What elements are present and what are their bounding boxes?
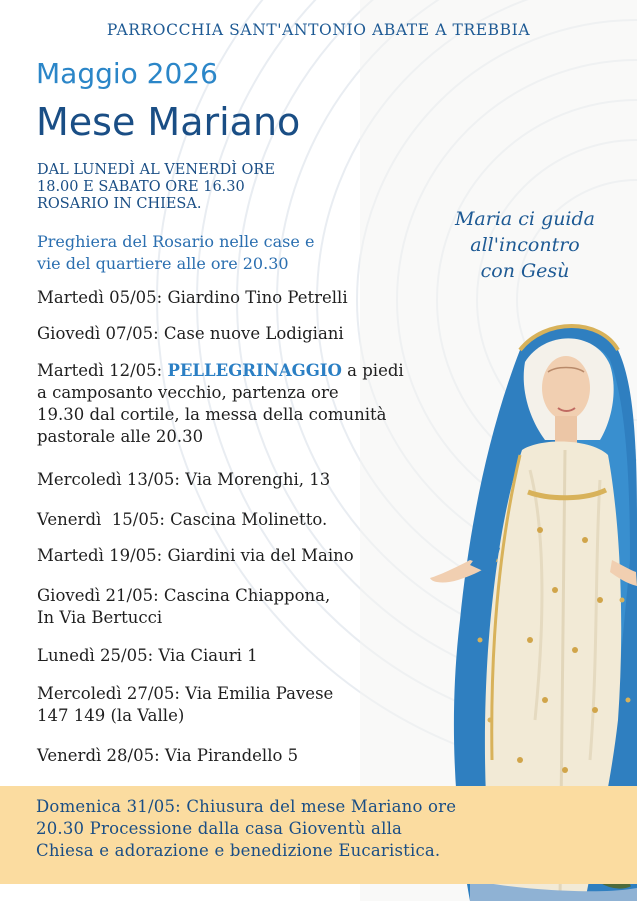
- pilgrimage-highlight: PELLEGRINAGGIO: [167, 361, 342, 380]
- prayer-line: Preghiera del Rosario nelle case e: [37, 232, 315, 251]
- footer-line: 20.30 Processione dalla casa Gioventù alla: [36, 819, 403, 838]
- schedule-line: Venerdì 28/05: Via Pirandello 5: [37, 746, 299, 765]
- schedule-item: [37, 545, 487, 567]
- schedule-item: [37, 683, 487, 727]
- footer-line: Chiesa e adorazione e benedizione Eucaristica.: [36, 841, 441, 860]
- schedule-item: [37, 469, 487, 491]
- prayer-line: vie del quartiere alle ore 20.30: [37, 254, 289, 273]
- parish-name: PARROCCHIA SANT'ANTONIO ABATE A TREBBIA: [106, 21, 531, 39]
- intro-line: 18.00 E SABATO ORE 16.30: [37, 179, 245, 195]
- schedule-item: [37, 323, 487, 345]
- month-heading: Maggio 2026: [36, 57, 218, 90]
- intro-line: ROSARIO IN CHIESA.: [37, 196, 202, 212]
- schedule-line: a camposanto vecchio, partenza ore: [37, 383, 339, 402]
- schedule-item: [37, 509, 487, 531]
- schedule-line: Martedì 05/05: Giardino Tino Petrelli: [37, 288, 348, 307]
- schedule-line: Giovedì 21/05: Cascina Chiappona,: [37, 586, 331, 605]
- schedule-line: Giovedì 07/05: Case nuove Lodigiani: [37, 324, 344, 343]
- schedule-item: [37, 745, 487, 767]
- schedule-line: Mercoledì 27/05: Via Emilia Pavese: [37, 684, 334, 703]
- intro-line: DAL LUNEDÌ AL VENERDÌ ORE: [37, 162, 275, 178]
- schedule-line: Mercoledì 13/05: Via Morenghi, 13: [37, 470, 331, 489]
- schedule-line: pastorale alle 20.30: [37, 427, 204, 446]
- schedule-text: a piedi: [341, 361, 404, 380]
- closing-event-text: [36, 796, 596, 862]
- rosary-prayer-subtitle: [37, 231, 407, 275]
- schedule-item: [37, 287, 487, 309]
- schedule-item: [37, 645, 487, 667]
- schedule-line: In Via Bertucci: [37, 608, 163, 627]
- schedule-line: Martedì 19/05: Giardini via del Maino: [37, 546, 354, 565]
- marian-quote: [425, 206, 625, 284]
- closing-event-banner: [0, 786, 637, 884]
- schedule-date: Martedì 12/05:: [37, 361, 168, 380]
- schedule-item: [37, 585, 487, 629]
- footer-line: Domenica 31/05: Chiusura del mese Mariano ore: [36, 797, 457, 816]
- schedule-item-pilgrimage: [37, 360, 487, 448]
- quote-line: Maria ci guida: [454, 208, 596, 230]
- schedule-line: 19.30 dal cortile, la messa della comunità: [37, 405, 387, 424]
- schedule-line: Venerdì 15/05: Cascina Molinetto.: [37, 510, 328, 529]
- quote-line: con Gesù: [480, 260, 570, 282]
- quote-line: all'incontro: [470, 234, 580, 256]
- schedule-line: 147 149 (la Valle): [37, 706, 185, 725]
- schedule-line: [37, 360, 487, 382]
- rosary-schedule-intro: [37, 162, 367, 213]
- schedule-line: Lunedì 25/05: Via Ciauri 1: [37, 646, 258, 665]
- page-title: Mese Mariano: [36, 100, 301, 144]
